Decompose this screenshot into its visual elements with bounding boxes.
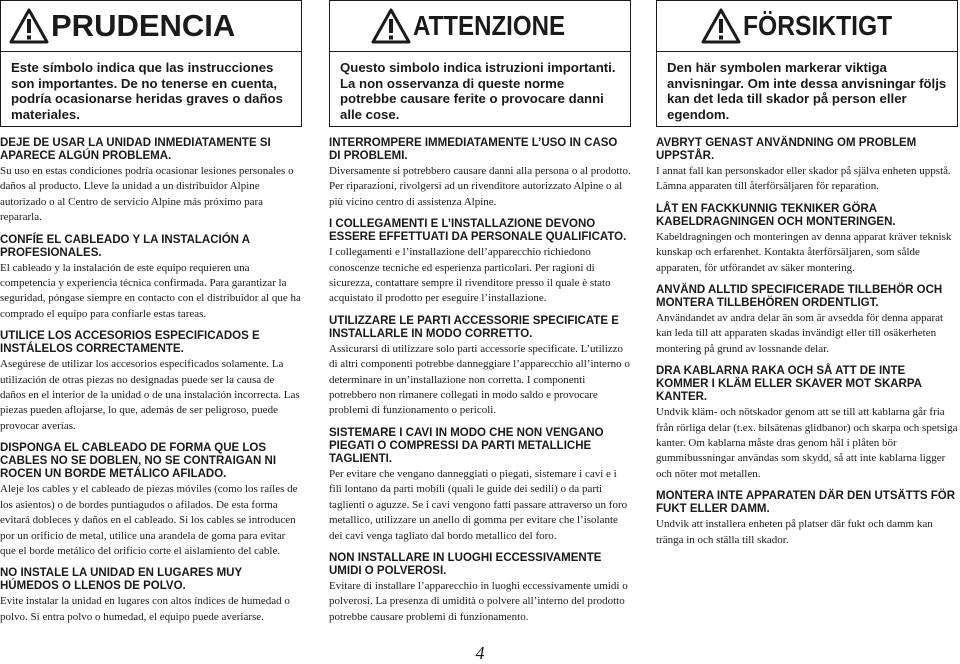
caution-text: Questo simbolo indica istruzioni importanti. La non osservanza di queste norme potrebbe causare ferite o provocare danni alle cose. (340, 60, 616, 122)
section (0, 137, 302, 226)
section-heading: NON INSTALLARE IN LUOGHI ECCESSIVAMENTE UMIDI O POLVEROSI. (329, 551, 602, 577)
section-heading: NO INSTALE LA UNIDAD EN LUGARES MUY HÚMEDOS O LLENOS DE POLVO. (0, 567, 242, 593)
section (656, 203, 958, 276)
caution-header (330, 1, 630, 52)
section-heading: LÅT EN FACKKUNNIG TEKNIKER GÖRA KABELDRAGNINGEN OCH MONTERINGEN. (656, 202, 896, 228)
section-heading: DISPONGA EL CABLEADO DE FORMA QUE LOS CABLES NO SE DOBLEN, NO SE CONTRAIGAN NI ROCEN UN BORDE METÁLICO AFILADO. (0, 442, 277, 481)
warning-triangle-icon (701, 8, 741, 44)
section-body: I collegamenti e l’installazione dell’apparecchio richiedono conoscenze tecniche ed esperienza particolari. Per ragioni di sicurezza, contattare sempre il rivenditore presso il quale è stato acquistato il prodotto per eseguire l’installazione. (329, 246, 611, 305)
section (0, 330, 302, 434)
section-heading: CONFÍE EL CABLEADO Y LA INSTALACIÓN A PROFESIONALES. (0, 233, 250, 259)
section (0, 567, 302, 625)
section-body: Assicurarsi di utilizzare solo parti accessorie specificate. L’utilizzo di altri componenti potrebbe danneggiare l’apparecchio all’interno o determinare in un’installazione non corretta. I componenti potrebbero non rimanere collegati in modo saldo e provocare problemi di funzionamento o pericoli. (329, 342, 630, 417)
section-list (656, 127, 958, 548)
section (329, 137, 631, 210)
caution-header (657, 1, 957, 52)
section (656, 365, 958, 482)
caution-title: ATTENZIONE (412, 10, 565, 41)
section (656, 137, 958, 195)
section-heading: INTERROMPERE IMMEDIATAMENTE L’USO IN CASO DI PROBLEMI. (329, 137, 618, 162)
caution-header (1, 1, 301, 52)
section-heading: MONTERA INTE APPARATEN DÄR DEN UTSÄTTS FÖR FUKT ELLER DAMM. (656, 490, 955, 516)
caution-box (656, 0, 958, 127)
warning-triangle-icon (9, 8, 49, 44)
section-body: I annat fall kan personskador eller skador på själva enheten uppstå. Lämna apparaten till återförsäljaren för reparation. (656, 165, 951, 193)
section-heading: I COLLEGAMENTI E L’INSTALLAZIONE DEVONO ESSERE EFFETTUATI DA PERSONALE QUALIFICATO. (329, 218, 627, 244)
column-spanish (0, 0, 302, 633)
section-body: Diversamente si potrebbero causare danni alla persona o al prodotto. Per riparazioni, rivolgersi ad un rivenditore autorizzato Alpine o al più vicino centro di assistenza Alpine. (329, 165, 631, 208)
section-list (329, 127, 631, 625)
caution-title: PRUDENCIA (51, 8, 236, 43)
section-list (0, 127, 302, 625)
section-heading: AVBRYT GENAST ANVÄNDNING OM PROBLEM UPPSTÅR. (656, 137, 917, 162)
section-heading: DRA KABLARNA RAKA OCH SÅ ATT DE INTE KOMMER I KLÄM ELLER SKAVER MOT SKARPA KANTER. (656, 365, 922, 404)
section-body: Aleje los cables y el cableado de piezas móviles (como los raíles de los asientos) o de bordes puntiagudos o afilados. De esta forma evitará dobleces y daños en el cableado. Si los cables se introducen por un orificio de metal, utilice una arandela de goma para evitar que el borde metálico del orificio corte el aislamiento del cable. (0, 483, 298, 557)
section-body: Användandet av andra delar än som är avsedda för denna apparat kan leda till att apparaten skadas invändigt eller till osäkerheten montering på grund av lossnande delar. (656, 312, 944, 355)
section-heading: DEJE DE USAR LA UNIDAD INMEDIATAMENTE SI APARECE ALGÚN PROBLEMA. (0, 137, 271, 162)
section-body: Undvik kläm- och nötskador genom att se till att kablarna går fria från rörliga delar (t.ex. bilsätenas glidbanor) och skarpa och spetsiga kanter. Om kablarna måste dras genom hål i plåten bör gummibussningar användas som skydd, så att inte kablarna ligger och nöter mot metallen. (656, 406, 958, 480)
section-body: Undvik att installera enheten på platser där fukt och damm kan tränga in och ställa till skador. (656, 518, 933, 546)
section-heading: SISTEMARE I CAVI IN MODO CHE NON VENGANO PIEGATI O COMPRESSI DA PARTI METALLICHE TAGLIENTI. (329, 426, 604, 465)
section-body: Per evitare che vengano danneggiati o piegati, sistemare i cavi e i fili lontano da parti mobili (quali le guide dei sedili) o da parti taglienti o aguzze. Se i cavi vengono fatti passare attraverso un foro metallico, utilizzare un anello di gomma per evitare che l’isolante dei cavi venga tagliato dal bordo metallico del foro. (329, 467, 628, 542)
caution-box (0, 0, 302, 127)
section-heading: UTILIZZARE LE PARTI ACCESSORIE SPECIFICATE E INSTALLARLE IN MODO CORRETTO. (329, 314, 619, 340)
section-heading: UTILICE LOS ACCESORIOS ESPECIFICADOS E INSTÁLELOS CORRECTAMENTE. (0, 330, 260, 356)
warning-triangle-icon (371, 8, 411, 44)
section-body: El cableado y la instalación de este equipo requieren una competencia y experiencia técnica confirmada. Para garantizar la seguridad, póngase siempre en contacto con el distribuidor al que ha comprado el equipo para confiarle estas tareas. (0, 261, 301, 320)
caution-title: FÖRSIKTIGT (743, 10, 893, 41)
page-number: 4 (475, 643, 485, 663)
section (0, 442, 302, 559)
section (656, 284, 958, 357)
caution-box (329, 0, 631, 127)
column-swedish (656, 0, 958, 556)
section (329, 427, 631, 544)
section-body: Su uso en estas condiciones podría ocasionar lesiones personales o daños al producto. Lleve la unidad a un distribuidor Alpine autorizado o al Centro de servicio Alpine más próximo para repararla. (0, 165, 294, 224)
caution-text: Den här symbolen markerar viktiga anvisningar. Om inte dessa anvisningar följs kan det leda till skador på person eller egendom. (667, 60, 947, 122)
section-body: Evite instalar la unidad en lugares con altos índices de humedad o polvo. Si entra polvo o humedad, el equipo puede averiarse. (0, 595, 290, 623)
section (656, 490, 958, 548)
section-body: Evitare di installare l’apparecchio in luoghi eccessivamente umidi o polverosi. La presenza di umidità o polvere all’interno del prodotto potrebbe causare problemi di funzionamento. (329, 579, 628, 623)
section-body: Asegúrese de utilizar los accesorios especificados solamente. La utilización de otras piezas no designadas puede ser la causa de daños en el interior de la unidad o de una instalación incorrecta. Las piezas pueden aflojarse, lo que, además de ser peligroso, puede provocar averías. (0, 358, 300, 432)
section (329, 218, 631, 307)
column-italian (329, 0, 631, 633)
section (329, 552, 631, 625)
section-heading: ANVÄND ALLTID SPECIFICERADE TILLBEHÖR OCH MONTERA TILLBEHÖREN ORDENTLIGT. (656, 284, 943, 310)
caution-text: Este símbolo indica que las instrucciones son importantes. De no tenerse en cuenta, podría ocasionarse heridas graves o daños materiales. (11, 60, 283, 122)
section (329, 315, 631, 419)
section-body: Kabeldragningen och monteringen av denna apparat kräver teknisk kunskap och erfarenhet. Kontakta återförsäljaren, som sålde apparaten, för utförandet av säker montering. (656, 230, 952, 274)
section (0, 234, 302, 323)
